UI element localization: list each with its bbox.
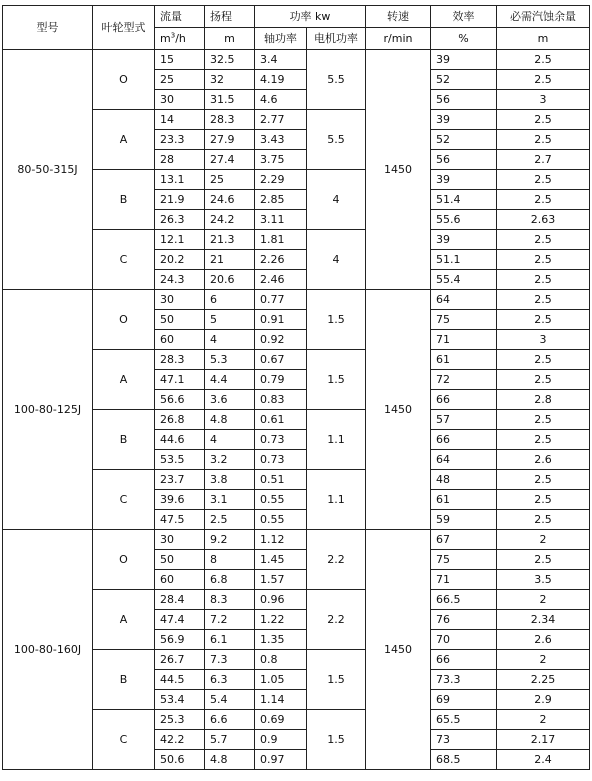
head-cell: 4 <box>205 430 255 450</box>
motor-power-cell: 1.1 <box>307 470 366 530</box>
col-power-header: 功率 kw <box>255 6 366 28</box>
npshr-cell: 3.5 <box>497 570 590 590</box>
efficiency-cell: 75 <box>431 310 497 330</box>
head-cell: 3.8 <box>205 470 255 490</box>
shaft-power-cell: 0.69 <box>255 710 307 730</box>
head-cell: 6 <box>205 290 255 310</box>
speed-unit: r/min <box>366 28 431 50</box>
efficiency-cell: 57 <box>431 410 497 430</box>
table-row <box>3 530 590 550</box>
efficiency-cell: 48 <box>431 470 497 490</box>
motor-power-cell: 1.5 <box>307 650 366 710</box>
header-row-1 <box>3 6 590 28</box>
flow-cell: 24.3 <box>155 270 205 290</box>
head-cell: 4.8 <box>205 410 255 430</box>
shaft-power-cell: 1.81 <box>255 230 307 250</box>
npshr-cell: 2.17 <box>497 730 590 750</box>
npshr-unit: m <box>497 28 590 50</box>
npshr-cell: 2.5 <box>497 430 590 450</box>
head-cell: 27.9 <box>205 130 255 150</box>
efficiency-cell: 73 <box>431 730 497 750</box>
efficiency-cell: 70 <box>431 630 497 650</box>
efficiency-cell: 55.6 <box>431 210 497 230</box>
npshr-cell: 2.6 <box>497 630 590 650</box>
head-cell: 4 <box>205 330 255 350</box>
flow-cell: 28 <box>155 150 205 170</box>
flow-cell: 20.2 <box>155 250 205 270</box>
impeller-type-cell: B <box>93 170 155 230</box>
shaft-power-cell: 4.6 <box>255 90 307 110</box>
flow-cell: 13.1 <box>155 170 205 190</box>
efficiency-cell: 51.1 <box>431 250 497 270</box>
flow-cell: 53.5 <box>155 450 205 470</box>
head-cell: 5.4 <box>205 690 255 710</box>
efficiency-cell: 55.4 <box>431 270 497 290</box>
speed-cell: 1450 <box>366 50 431 290</box>
flow-cell: 21.9 <box>155 190 205 210</box>
flow-unit-tail: /h <box>175 32 186 45</box>
impeller-type-cell: C <box>93 710 155 770</box>
npshr-cell: 2.5 <box>497 350 590 370</box>
flow-cell: 14 <box>155 110 205 130</box>
npshr-cell: 2.5 <box>497 490 590 510</box>
efficiency-cell: 64 <box>431 290 497 310</box>
flow-cell: 50 <box>155 550 205 570</box>
impeller-type-cell: A <box>93 350 155 410</box>
npshr-cell: 2.5 <box>497 510 590 530</box>
efficiency-cell: 61 <box>431 350 497 370</box>
flow-cell: 25.3 <box>155 710 205 730</box>
efficiency-cell: 52 <box>431 130 497 150</box>
model-cell: 100-80-160J <box>3 530 93 770</box>
npshr-cell: 2 <box>497 590 590 610</box>
npshr-cell: 2.5 <box>497 470 590 490</box>
motor-power-cell: 1.5 <box>307 350 366 410</box>
efficiency-cell: 61 <box>431 490 497 510</box>
col-model-header: 型号 <box>3 6 93 50</box>
head-cell: 6.3 <box>205 670 255 690</box>
shaft-power-cell: 0.9 <box>255 730 307 750</box>
shaft-power-cell: 2.46 <box>255 270 307 290</box>
npshr-cell: 2.5 <box>497 250 590 270</box>
shaft-power-cell: 0.51 <box>255 470 307 490</box>
motor-power-cell: 4 <box>307 170 366 230</box>
model-cell: 80-50-315J <box>3 50 93 290</box>
col-efficiency-header: 效率 <box>431 6 497 28</box>
shaft-power-cell: 0.67 <box>255 350 307 370</box>
shaft-power-cell: 1.45 <box>255 550 307 570</box>
shaft-power-cell: 3.43 <box>255 130 307 150</box>
shaft-power-cell: 3.75 <box>255 150 307 170</box>
motor-power-cell: 5.5 <box>307 50 366 110</box>
npshr-cell: 2.5 <box>497 170 590 190</box>
head-unit: m <box>205 28 255 50</box>
efficiency-cell: 39 <box>431 110 497 130</box>
motor-power-cell: 1.5 <box>307 290 366 350</box>
motor-power-header: 电机功率 <box>307 28 366 50</box>
shaft-power-cell: 2.85 <box>255 190 307 210</box>
flow-cell: 50 <box>155 310 205 330</box>
npshr-cell: 2.5 <box>497 290 590 310</box>
flow-cell: 30 <box>155 530 205 550</box>
shaft-power-cell: 1.14 <box>255 690 307 710</box>
flow-cell: 60 <box>155 330 205 350</box>
head-cell: 32 <box>205 70 255 90</box>
efficiency-cell: 71 <box>431 570 497 590</box>
pump-performance-table <box>2 5 590 770</box>
flow-cell: 23.3 <box>155 130 205 150</box>
head-cell: 27.4 <box>205 150 255 170</box>
npshr-cell: 3 <box>497 90 590 110</box>
impeller-type-cell: A <box>93 110 155 170</box>
shaft-power-cell: 0.55 <box>255 510 307 530</box>
shaft-power-cell: 4.19 <box>255 70 307 90</box>
shaft-power-cell: 0.61 <box>255 410 307 430</box>
npshr-cell: 2.5 <box>497 550 590 570</box>
efficiency-cell: 56 <box>431 150 497 170</box>
flow-cell: 42.2 <box>155 730 205 750</box>
head-cell: 9.2 <box>205 530 255 550</box>
npshr-cell: 2.5 <box>497 130 590 150</box>
motor-power-cell: 1.1 <box>307 410 366 470</box>
npshr-cell: 2.4 <box>497 750 590 770</box>
shaft-power-cell: 1.12 <box>255 530 307 550</box>
shaft-power-cell: 1.57 <box>255 570 307 590</box>
flow-cell: 12.1 <box>155 230 205 250</box>
flow-unit <box>155 28 205 50</box>
head-cell: 31.5 <box>205 90 255 110</box>
shaft-power-cell: 2.77 <box>255 110 307 130</box>
efficiency-cell: 67 <box>431 530 497 550</box>
model-cell: 100-80-125J <box>3 290 93 530</box>
head-cell: 6.1 <box>205 630 255 650</box>
shaft-power-cell: 3.11 <box>255 210 307 230</box>
efficiency-cell: 39 <box>431 170 497 190</box>
col-head-header: 扬程 <box>205 6 255 28</box>
shaft-power-cell: 2.26 <box>255 250 307 270</box>
head-cell: 3.1 <box>205 490 255 510</box>
flow-cell: 30 <box>155 290 205 310</box>
impeller-type-cell: B <box>93 410 155 470</box>
npshr-cell: 2.9 <box>497 690 590 710</box>
speed-cell: 1450 <box>366 530 431 770</box>
efficiency-cell: 66.5 <box>431 590 497 610</box>
head-cell: 4.4 <box>205 370 255 390</box>
motor-power-cell: 2.2 <box>307 590 366 650</box>
efficiency-cell: 66 <box>431 390 497 410</box>
flow-cell: 26.7 <box>155 650 205 670</box>
shaft-power-cell: 0.79 <box>255 370 307 390</box>
head-cell: 5.7 <box>205 730 255 750</box>
npshr-cell: 2 <box>497 530 590 550</box>
table-row <box>3 290 590 310</box>
flow-cell: 28.4 <box>155 590 205 610</box>
flow-cell: 25 <box>155 70 205 90</box>
flow-cell: 39.6 <box>155 490 205 510</box>
shaft-power-cell: 3.4 <box>255 50 307 70</box>
impeller-type-cell: C <box>93 230 155 290</box>
efficiency-cell: 66 <box>431 650 497 670</box>
speed-cell: 1450 <box>366 290 431 530</box>
shaft-power-header: 轴功率 <box>255 28 307 50</box>
efficiency-cell: 39 <box>431 230 497 250</box>
impeller-type-cell: A <box>93 590 155 650</box>
efficiency-cell: 64 <box>431 450 497 470</box>
flow-cell: 47.1 <box>155 370 205 390</box>
npshr-cell: 2.5 <box>497 230 590 250</box>
impeller-type-cell: B <box>93 650 155 710</box>
flow-cell: 30 <box>155 90 205 110</box>
shaft-power-cell: 0.96 <box>255 590 307 610</box>
head-cell: 20.6 <box>205 270 255 290</box>
head-cell: 21 <box>205 250 255 270</box>
npshr-cell: 2.6 <box>497 450 590 470</box>
shaft-power-cell: 0.73 <box>255 430 307 450</box>
head-cell: 32.5 <box>205 50 255 70</box>
head-cell: 2.5 <box>205 510 255 530</box>
head-cell: 21.3 <box>205 230 255 250</box>
npshr-cell: 2.5 <box>497 410 590 430</box>
npshr-cell: 2.5 <box>497 270 590 290</box>
impeller-type-cell: O <box>93 50 155 110</box>
shaft-power-cell: 1.05 <box>255 670 307 690</box>
table-row <box>3 50 590 70</box>
efficiency-cell: 72 <box>431 370 497 390</box>
head-cell: 25 <box>205 170 255 190</box>
npshr-cell: 2.63 <box>497 210 590 230</box>
npshr-cell: 2.8 <box>497 390 590 410</box>
npshr-cell: 2.7 <box>497 150 590 170</box>
col-speed-header: 转速 <box>366 6 431 28</box>
head-cell: 3.6 <box>205 390 255 410</box>
shaft-power-cell: 0.8 <box>255 650 307 670</box>
npshr-cell: 2.5 <box>497 110 590 130</box>
head-cell: 4.8 <box>205 750 255 770</box>
npshr-cell: 2.5 <box>497 310 590 330</box>
flow-cell: 44.5 <box>155 670 205 690</box>
efficiency-cell: 52 <box>431 70 497 90</box>
efficiency-cell: 39 <box>431 50 497 70</box>
head-cell: 5 <box>205 310 255 330</box>
head-cell: 3.2 <box>205 450 255 470</box>
npshr-cell: 2.5 <box>497 370 590 390</box>
head-cell: 6.6 <box>205 710 255 730</box>
flow-cell: 56.9 <box>155 630 205 650</box>
efficiency-cell: 66 <box>431 430 497 450</box>
efficiency-cell: 71 <box>431 330 497 350</box>
shaft-power-cell: 1.35 <box>255 630 307 650</box>
flow-cell: 15 <box>155 50 205 70</box>
npshr-cell: 2.5 <box>497 190 590 210</box>
shaft-power-cell: 0.97 <box>255 750 307 770</box>
npshr-cell: 2.5 <box>497 50 590 70</box>
motor-power-cell: 5.5 <box>307 110 366 170</box>
npshr-cell: 2.25 <box>497 670 590 690</box>
efficiency-unit: % <box>431 28 497 50</box>
flow-cell: 44.6 <box>155 430 205 450</box>
table-header <box>3 6 590 50</box>
head-cell: 5.3 <box>205 350 255 370</box>
head-cell: 7.3 <box>205 650 255 670</box>
shaft-power-cell: 0.91 <box>255 310 307 330</box>
npshr-cell: 2 <box>497 710 590 730</box>
shaft-power-cell: 0.83 <box>255 390 307 410</box>
efficiency-cell: 68.5 <box>431 750 497 770</box>
head-cell: 7.2 <box>205 610 255 630</box>
flow-cell: 56.6 <box>155 390 205 410</box>
shaft-power-cell: 0.55 <box>255 490 307 510</box>
col-flow-header: 流量 <box>155 6 205 28</box>
efficiency-cell: 51.4 <box>431 190 497 210</box>
flow-cell: 26.8 <box>155 410 205 430</box>
npshr-cell: 2 <box>497 650 590 670</box>
flow-cell: 53.4 <box>155 690 205 710</box>
motor-power-cell: 2.2 <box>307 530 366 590</box>
efficiency-cell: 69 <box>431 690 497 710</box>
flow-cell: 50.6 <box>155 750 205 770</box>
efficiency-cell: 65.5 <box>431 710 497 730</box>
impeller-type-cell: C <box>93 470 155 530</box>
flow-unit-superscript: 3 <box>170 31 176 40</box>
head-cell: 8 <box>205 550 255 570</box>
motor-power-cell: 1.5 <box>307 710 366 770</box>
motor-power-cell: 4 <box>307 230 366 290</box>
flow-cell: 26.3 <box>155 210 205 230</box>
shaft-power-cell: 2.29 <box>255 170 307 190</box>
efficiency-cell: 56 <box>431 90 497 110</box>
npshr-cell: 2.5 <box>497 70 590 90</box>
flow-cell: 47.5 <box>155 510 205 530</box>
flow-cell: 28.3 <box>155 350 205 370</box>
impeller-type-cell: O <box>93 530 155 590</box>
col-npshr-header: 必需汽蚀余量 <box>497 6 590 28</box>
head-cell: 8.3 <box>205 590 255 610</box>
efficiency-cell: 59 <box>431 510 497 530</box>
impeller-type-cell: O <box>93 290 155 350</box>
flow-cell: 23.7 <box>155 470 205 490</box>
flow-cell: 47.4 <box>155 610 205 630</box>
head-cell: 24.6 <box>205 190 255 210</box>
shaft-power-cell: 0.77 <box>255 290 307 310</box>
efficiency-cell: 76 <box>431 610 497 630</box>
efficiency-cell: 75 <box>431 550 497 570</box>
shaft-power-cell: 0.92 <box>255 330 307 350</box>
shaft-power-cell: 1.22 <box>255 610 307 630</box>
table-body <box>3 50 590 770</box>
flow-unit-base: m <box>160 32 171 45</box>
flow-cell: 60 <box>155 570 205 590</box>
head-cell: 6.8 <box>205 570 255 590</box>
npshr-cell: 3 <box>497 330 590 350</box>
col-impeller-header: 叶轮型式 <box>93 6 155 50</box>
npshr-cell: 2.34 <box>497 610 590 630</box>
efficiency-cell: 73.3 <box>431 670 497 690</box>
shaft-power-cell: 0.73 <box>255 450 307 470</box>
head-cell: 24.2 <box>205 210 255 230</box>
head-cell: 28.3 <box>205 110 255 130</box>
